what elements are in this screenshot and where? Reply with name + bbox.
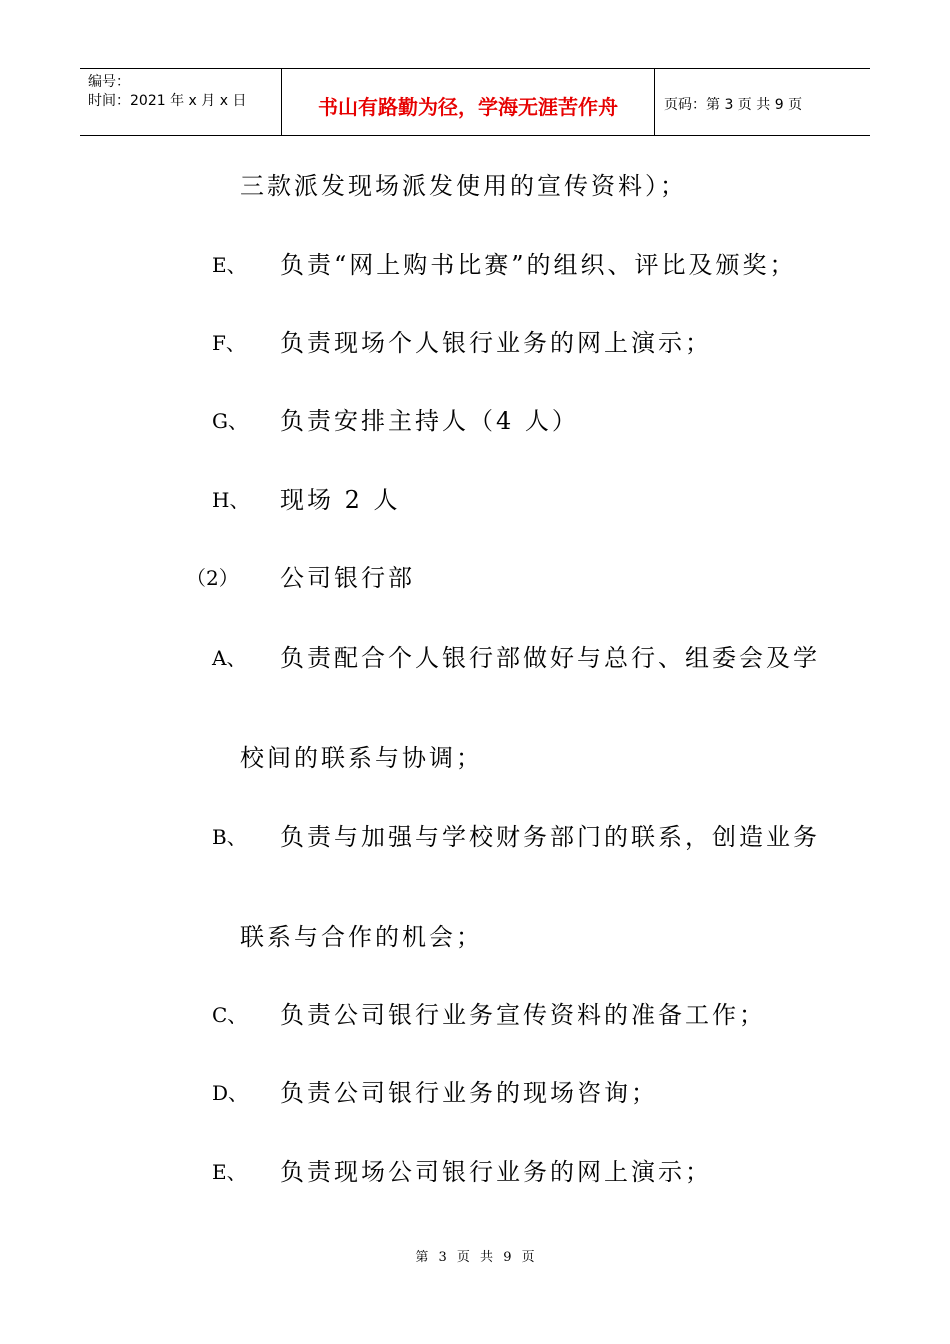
text-line: 联系与合作的机会； <box>240 923 483 951</box>
list-marker: H、 <box>212 488 250 512</box>
list-marker: C、 <box>212 1003 248 1027</box>
text-line: 负责现场个人银行业务的网上演示； <box>280 329 712 357</box>
section-title: 公司银行部 <box>280 564 415 592</box>
list-marker: B、 <box>212 825 247 849</box>
text-line: 负责“网上购书比赛”的组织、评比及颁奖； <box>280 251 797 279</box>
text-line: 负责现场公司银行业务的网上演示； <box>280 1158 712 1186</box>
header-page-info: 页码：第 3 页 共 9 页 <box>664 97 803 113</box>
number-label: 编号： <box>88 74 130 90</box>
list-marker: E、 <box>212 1160 247 1184</box>
text-line: 负责公司银行业务的现场咨询； <box>280 1079 658 1107</box>
list-marker: G、 <box>212 409 248 433</box>
page-footer: 第 3 页 共 9 页 <box>415 1250 535 1265</box>
document-header <box>80 68 870 136</box>
text-line: 现场 2 人 <box>280 486 401 514</box>
list-marker: A、 <box>212 646 247 670</box>
text-line: 校间的联系与协调； <box>240 744 483 772</box>
header-motto: 书山有路勤为径，学海无涯苦作舟 <box>282 69 655 135</box>
list-marker: D、 <box>212 1081 249 1105</box>
text-line: 负责公司银行业务宣传资料的准备工作； <box>280 1001 766 1029</box>
text-line: 负责与加强与学校财务部门的联系，创造业务 <box>280 823 820 851</box>
text-line: 负责配合个人银行部做好与总行、组委会及学 <box>280 644 820 672</box>
text-line: 负责安排主持人（4 人） <box>280 407 579 435</box>
list-marker: F、 <box>212 331 246 355</box>
text-line: 三款派发现场派发使用的宣传资料）； <box>240 172 687 200</box>
date-label: 时间：2021 年 x 月 x 日 <box>88 93 247 109</box>
header-meta <box>80 69 282 135</box>
list-marker: E、 <box>212 253 247 277</box>
section-marker: （2） <box>186 566 239 590</box>
